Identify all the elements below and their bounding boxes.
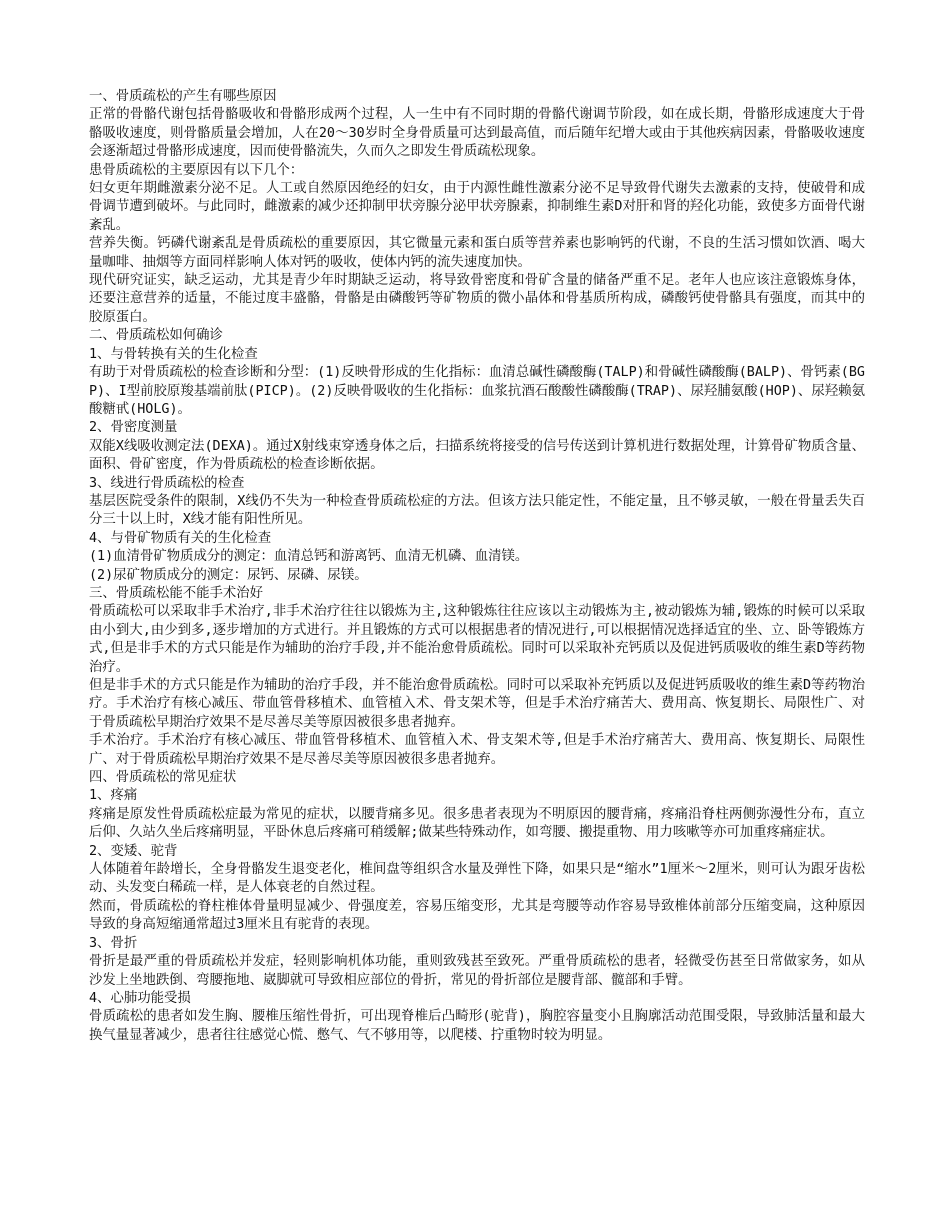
subheading-mineral-tests: 4、与骨矿物质有关的生化检查 (89, 530, 272, 546)
paragraph-estrogen-deficiency: 妇女更年期雌激素分泌不足。人工或自然原因绝经的妇女，由于内源性雌性激素分泌不足导致骨代谢失去激素的支持，使破骨和成骨调节遭到破坏。与此同时，雌激素的减少还抑制甲状旁腺分泌甲状旁腺素，抑制维生素D对肝和肾的羟化功能，致使多方面骨代谢紊乱。 (89, 181, 865, 233)
section-heading-symptoms: 四、骨质疏松的常见症状 (89, 770, 237, 786)
paragraph-serum-minerals: (1)血清骨矿物质成分的测定：血清总钙和游离钙、血清无机磷、血清镁。 (89, 549, 529, 565)
paragraph-urine-minerals: (2)尿矿物质成分的测定：尿钙、尿磷、尿镁。 (89, 567, 368, 583)
paragraph-main-causes-intro: 患骨质疏松的主要原因有以下几个： (89, 162, 304, 178)
subheading-bone-turnover-tests: 1、与骨转换有关的生化检查 (89, 346, 258, 362)
subheading-pain: 1、疼痛 (89, 788, 138, 804)
paragraph-nonsurgical-treatment: 骨质疏松可以采取非手术治疗,非手术治疗往往以锻炼为主,这种锻炼往往应该以主动锻炼为主,被动锻炼为辅,锻炼的时候可以采取由小到大,由少到多,逐步增加的方式进行。并且锻炼的方式可以根据患者的情况进行,可以根据情况选择适宜的坐、立、卧等锻炼方式,但是非手术的方式只能是作为辅助的治疗手段,并不能治愈骨质疏松。同时可以采取补充钙质以及促进钙质吸收的维生素D等药物治疗。 (89, 604, 865, 675)
paragraph-lack-of-exercise: 现代研究证实，缺乏运动，尤其是青少年时期缺乏运动，将导致骨密度和骨矿含量的储备严重不足。老年人也应该注意锻炼身体，还要注意营养的适量，不能过度丰盛骼，骨骼是由磷酸钙等矿物质的微小晶体和骨基质所构成，磷酸钙使骨骼具有强度，而其中的胶原蛋白。 (89, 273, 865, 325)
paragraph-nutrition-imbalance: 营养失衡。钙磷代谢紊乱是骨质疏松的重要原因，其它微量元素和蛋白质等营养素也影响钙的代谢，不良的生活习惯如饮酒、喝大量咖啡、抽烟等方面同样影响人体对钙的吸收，使体内钙的流失速度加快。 (89, 236, 865, 270)
paragraph-surgical-comparison: 但是非手术的方式只能是作为辅助的治疗手段，并不能治愈骨质疏松。同时可以采取补充钙质以及促进钙质吸收的维生素D等药物治疗。手术治疗有核心减压、带血管骨移植术、血管植入术、骨支架术等，但是手术治疗痛苦大、费用高、恢复期长、局限性广、对于骨质疏松早期治疗效果不是尽善尽美等原因被很多患者抛弃。 (89, 678, 865, 730)
paragraph-vertebral-compression: 然而，骨质疏松的脊柱椎体骨量明显减少、骨强度差，容易压缩变形，尤其是弯腰等动作容易导致椎体前部分压缩变扁，这种原因导致的身高短缩通常超过3厘米且有驼背的表现。 (89, 898, 865, 933)
document-body (89, 88, 865, 1045)
section-heading-surgery: 三、骨质疏松能不能手术治好 (89, 585, 264, 601)
paragraph-bone-metabolism: 正常的骨骼代谢包括骨骼吸收和骨骼形成两个过程，人一生中有不同时期的骨骼代谢调节阶段，如在成长期，骨骼形成速度大于骨骼吸收速度，则骨骼质量会增加，人在20～30岁时全身骨质量可达到最高值，而后随年纪增大或由于其他疾病因素，骨骼吸收速度会逐渐超过骨骼形成速度，因而使骨骼流失，久而久之即发生骨质疏松现象。 (89, 107, 865, 160)
subheading-cardiopulmonary: 4、心肺功能受损 (89, 990, 191, 1006)
subheading-height-loss: 2、变矮、驼背 (89, 843, 178, 859)
paragraph-bone-turnover-tests: 有助于对骨质疏松的检查诊断和分型：(1)反映骨形成的生化指标：血清总碱性磷酸酶(TALP)和骨碱性磷酸酶(BALP)、骨钙素(BGP)、I型前胶原羧基端前肽(PICP)。(2)反映骨吸收的生化指标：血浆抗酒石酸酸性磷酸酶(TRAP)、尿羟脯氨酸(HOP)、尿羟赖氨酸糖甙(HOLG)。 (89, 365, 865, 417)
paragraph-fracture: 骨折是最严重的骨质疏松并发症，轻则影响机体功能，重则致残甚至致死。严重骨质疏松的患者，轻微受伤甚至日常做家务，如从沙发上坐地跌倒、弯腰拖地、崴脚就可导致相应部位的骨折，常见的骨折部位是腰背部、髋部和手臂。 (89, 954, 865, 988)
subheading-fracture: 3、骨折 (89, 935, 138, 951)
subheading-xray: 3、线进行骨质疏松的检查 (89, 475, 245, 491)
paragraph-pain: 疼痛是原发性骨质疏松症最为常见的症状，以腰背痛多见。很多患者表现为不明原因的腰背痛，疼痛沿脊柱两侧弥漫性分布，直立后仰、久站久坐后疼痛明显，平卧休息后疼痛可稍缓解;做某些特殊动作，如弯腰、搬提重物、用力咳嗽等亦可加重疼痛症状。 (89, 806, 865, 841)
subheading-bone-density: 2、骨密度测量 (89, 420, 178, 436)
section-heading-diagnosis: 二、骨质疏松如何确诊 (89, 328, 223, 344)
paragraph-xray: 基层医院受条件的限制，X线仍不失为一种检查骨质疏松症的方法。但该方法只能定性，不能定量，且不够灵敏，一般在骨量丢失百分三十以上时，X线才能有阳性所见。 (89, 493, 865, 528)
paragraph-dexa: 双能X线吸收测定法(DEXA)。通过X射线束穿透身体之后，扫描系统将接受的信号传送到计算机进行数据处理，计算骨矿物质含量、面积、骨矿密度，作为骨质疏松的检查诊断依据。 (89, 438, 865, 473)
paragraph-surgical-treatment: 手术治疗。手术治疗有核心减压、带血管骨移植术、血管植入术、骨支架术等,但是手术治疗痛苦大、费用高、恢复期长、局限性广、对于骨质疏松早期治疗效果不是尽善尽美等原因被很多患者抛弃。 (89, 733, 865, 767)
paragraph-aging-shrinkage: 人体随着年龄增长，全身骨骼发生退变老化，椎间盘等组织含水量及弹性下降，如果只是“缩水”1厘米～2厘米，则可认为跟牙齿松动、头发变白稀疏一样，是人体衰老的自然过程。 (89, 862, 865, 896)
paragraph-cardiopulmonary: 骨质疏松的患者如发生胸、腰椎压缩性骨折，可出现脊椎后凸畸形(驼背)，胸腔容量变小且胸廓活动范围受限，导致肺活量和最大换气量显著减少，患者往往感觉心慌、憋气、气不够用等，以爬楼、拧重物时较为明显。 (89, 1009, 865, 1043)
section-heading-causes: 一、骨质疏松的产生有哪些原因 (89, 89, 277, 104)
